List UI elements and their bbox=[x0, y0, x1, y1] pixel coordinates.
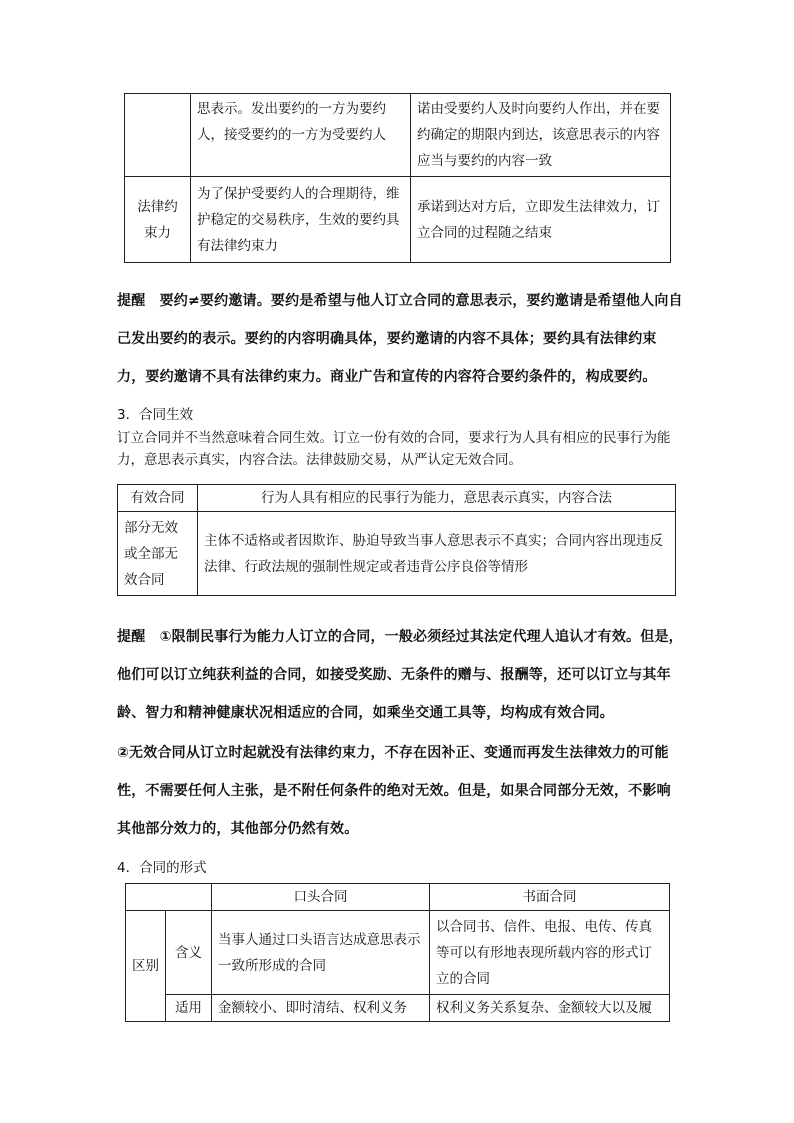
tip-contract-validity-2: ②无效合同从订立时起就没有法律约束力，不存在因补正、变通而再发生法律效力的可能性，不需要任何人主张，是不附任何条件的绝对无效。但是，如果合同部分无效，不影响其他部分效力的，其他部分仍然有效。 bbox=[117, 745, 671, 837]
row-label: 适用 bbox=[166, 995, 212, 1022]
oral-meaning: 当事人通过口头语言达成意思表示一致所形成的合同 bbox=[212, 911, 430, 995]
header-oral: 口头合同 bbox=[212, 884, 430, 911]
table-row bbox=[126, 995, 670, 1022]
table-row bbox=[125, 177, 671, 263]
table-row bbox=[118, 512, 676, 596]
written-use: 权利义务关系复杂、金额较大以及履 bbox=[430, 995, 670, 1022]
offer-cell: 思表示。发出要约的一方为要约人，接受要约的一方为受要约人 bbox=[191, 94, 411, 177]
section-4-heading: 4．合同的形式 bbox=[117, 860, 207, 876]
table-row bbox=[118, 485, 676, 512]
row-label: 部分无效或全部无效合同 bbox=[118, 512, 198, 596]
row-text: 行为人具有相应的民事行为能力，意思表示真实，内容合法 bbox=[198, 485, 676, 512]
section-3-heading: 3．合同生效 bbox=[117, 407, 194, 423]
row-label bbox=[125, 94, 191, 177]
table-row bbox=[126, 884, 670, 911]
tip-offer-vs-invitation: 提醒 要约≠要约邀请。要约是希望与他人订立合同的意思表示，要约邀请是希望他人向自己发出要约的表示。要约的内容明确具体，要约邀请的内容不具体；要约具有法律约束力，要约邀请不具有法律约束力。商业广告和宣传的内容符合要约条件的，构成要约。 bbox=[117, 293, 683, 385]
row-text: 主体不适格或者因欺诈、胁迫导致当事人意思表示不真实；合同内容出现违反法律、行政法规的强制性规定或者违背公序良俗等情形 bbox=[198, 512, 676, 596]
header-written: 书面合同 bbox=[430, 884, 670, 911]
acceptance-cell: 承诺到达对方后，立即发生法律效力，订立合同的过程随之结束 bbox=[411, 177, 671, 263]
offer-acceptance-table bbox=[124, 93, 671, 263]
row-label: 含义 bbox=[166, 911, 212, 995]
offer-cell: 为了保护受要约人的合理期待，维护稳定的交易秩序，生效的要约具有法律约束力 bbox=[191, 177, 411, 263]
oral-use: 金额较小、即时清结、权利义务 bbox=[212, 995, 430, 1022]
row-label: 有效合同 bbox=[118, 485, 198, 512]
tip-contract-validity-1: 提醒 ①限制民事行为能力人订立的合同，一般必须经过其法定代理人追认才有效。但是，他们可以订立纯获利益的合同，如接受奖励、无条件的赠与、报酬等，还可以订立与其年龄、智力和精神健康状况相适应的合同，如乘坐交通工具等，均构成有效合同。 bbox=[117, 629, 683, 721]
contract-form-table bbox=[125, 883, 670, 1022]
table-row bbox=[126, 911, 670, 995]
acceptance-cell: 诺由受要约人及时向要约人作出，并在要约确定的期限内到达，该意思表示的内容应当与要约的内容一致 bbox=[411, 94, 671, 177]
group-label: 区别 bbox=[126, 911, 166, 1022]
written-meaning: 以合同书、信件、电报、电传、传真等可以有形地表现所载内容的形式订立的合同 bbox=[430, 911, 670, 995]
table-row bbox=[125, 94, 671, 177]
row-label: 法律约束力 bbox=[125, 177, 191, 263]
section-3-intro: 订立合同并不当然意味着合同生效。订立一份有效的合同，要求行为人具有相应的民事行为能力，意思表示真实，内容合法。法律鼓励交易，从严认定无效合同。 bbox=[117, 430, 671, 468]
contract-validity-table bbox=[117, 484, 676, 596]
